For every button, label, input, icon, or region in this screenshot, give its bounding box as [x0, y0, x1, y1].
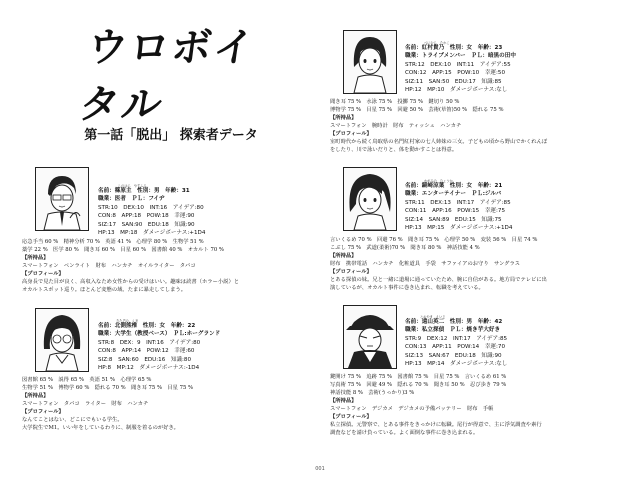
name-line: 名前：鏡崎涼葉 性別：女 年齢：21 [405, 183, 503, 189]
stat-line: HP:8 MP:12 ダメージボーナス:-1D4 [98, 365, 200, 372]
skill-line: 薬学 22 % 医学 80 % 聞き耳 60 % 目星 60 % 図書館 40 % オカルト 70 % [22, 247, 224, 253]
profile-label: 【プロフィール】 [330, 269, 372, 275]
title-logo [76, 24, 259, 128]
skills-kitazono [22, 376, 193, 432]
girl-with-glasses-icon [36, 309, 88, 371]
stat-line: STR:12 DEX:10 INT:11 アイデア:55 [405, 61, 511, 68]
stat-line: CON:11 APP:16 POW:15 幸運:75 [405, 208, 506, 215]
woman-short-hair-icon [344, 31, 396, 93]
name-line: 名前：篠原主 性別：男 年齢：31 [98, 188, 190, 194]
stats-shinohara [98, 187, 205, 237]
name-line: 名前：紅村貴乃 性別：女 年齢：23 [405, 45, 503, 51]
name-line: 名前：北側熊椎 性別：女 年齢：22 [98, 323, 196, 329]
page-number: 001 [315, 466, 325, 472]
stat-line: SIZ:11 SAN:50 EDU:17 知識:85 [405, 78, 502, 85]
skills-toyama [330, 373, 542, 437]
profile-line: 高身長で見た目が良く、高収入なため女性からの受けはいい。趣味は読書（ホラー小説）と [22, 279, 240, 285]
stat-line: HP:13 MP:14 ダメージボーナス:なし [405, 361, 508, 368]
profile-line: 大学院生でM1。いい年をしているわりに、制服を着るのが好き。 [22, 425, 179, 431]
items-label: 【所持品】 [330, 398, 357, 404]
portrait-shinohara [35, 167, 89, 231]
items-label: 【所持品】 [330, 115, 357, 121]
job-line: 職業：エンターテイナー ＰＬ:ジルバ [405, 191, 502, 198]
name-ruby: しのはら やすふみ [118, 184, 147, 188]
stat-line: SIZ:14 SAN:89 EDU:15 知識:75 [405, 216, 502, 223]
skill-line: 応急手当 60 % 精神分析 70 % 英語 41 % 心理学 80 % 生物学 51 % [22, 239, 204, 245]
skill-line: 博物学 75 % 目星 75 % 回避 50 % 芸術(草笛)50 % 隠れる 75 % [330, 107, 504, 113]
skills-benimura [330, 98, 547, 154]
job-line: 職業：私立探偵 ＰＬ：焼き芋大好き [405, 327, 501, 334]
items-text: スマートフォン ペンライト 財布 ハンカチ オイルライター タバコ [22, 263, 196, 269]
stat-line: STR:8 DEX：9 INT:16 アイデア:80 [98, 339, 201, 346]
detective-hat-icon [344, 306, 396, 368]
skills-kagamino [330, 236, 547, 292]
job-line: 職業：トライブメンバー ＰＬ：暗黒の田中 [405, 53, 516, 60]
items-label: 【所持品】 [22, 393, 49, 399]
profile-label: 【プロフィール】 [330, 414, 372, 420]
logo-text: ウロボイタル [76, 24, 259, 128]
skills-shinohara [22, 238, 239, 294]
profile-label: 【プロフィール】 [22, 271, 64, 277]
skill-line: こぶし 75 % 武道(柔術)70 % 聞き耳 80 % 神話技能 4 % [330, 245, 480, 251]
profile-label: 【プロフィール】 [330, 131, 372, 137]
profile-line: 私立探偵。元警察で、とある事件をきっかけに転職。尾行が得意で、主に浮気調査や素行 [330, 422, 542, 428]
name-ruby: かがみの りょうか [424, 179, 453, 183]
skill-line: 神話技能 8 % 芸術(うっかり)3 % [330, 390, 415, 396]
skill-line: 図書館 65 % 説得 65 % 英語 51 % 心理学 65 % [22, 377, 152, 383]
name-ruby: きたぞの くま [116, 319, 139, 323]
stat-line: SIZ:8 SAN:60 EDU:16 知識:80 [98, 356, 192, 363]
profile-line: とある探偵の妹。兄と一緒に道場に通っていたため、腕に自信がある。地方局でテレビに出 [330, 277, 547, 283]
stat-line: CON:12 APP:15 POW:10 幸運:50 [405, 70, 506, 77]
woman-curly-hair-icon [344, 168, 396, 230]
stat-line: HP:13 MP:15 ダメージボーナス:+1D4 [405, 225, 513, 232]
portrait-benimura [343, 30, 397, 94]
items-text: スマートフォン 腕時計 財布 ティッシュ ハンカチ [330, 123, 462, 129]
name-line: 名前：遠山英二 性別：男 年齢：42 [405, 319, 503, 325]
stats-toyama [405, 318, 507, 368]
skill-line: 写真術 75 % 回避 49 % 隠れる 70 % 聞き耳 50 % 忍び歩き 79 % [330, 382, 507, 388]
job-line: 職業：大学生（教授ベース） ＰＬ:ホーグランド [98, 331, 221, 338]
page-title: 第一話「脱出」 探索者データ [84, 128, 258, 143]
stats-kagamino [405, 182, 512, 232]
stats-kitazono [98, 322, 220, 372]
stat-line: CON:8 APP:14 POW:12 幸運:60 [98, 348, 195, 355]
items-text: スマートフォン デジカメ デジカメの予備バッテリー 財布 手帳 [330, 406, 494, 412]
profile-line: をしたり、川で泳いだりと、体を動かすことは得意。 [330, 147, 458, 153]
portrait-kitazono [35, 308, 89, 372]
skill-line: 鍵開け 75 % 追跡 75 % 図書館 75 % 目星 75 % 言いくるめ 61 % [330, 374, 507, 380]
profile-label: 【プロフィール】 [22, 409, 64, 415]
portrait-kagamino [343, 167, 397, 231]
profile-line: 調査などを請け負っている。よく面倒な事件に巻き込まれる。 [330, 430, 479, 436]
job-line: 職業：医者 ＰＬ：フイヂ [98, 196, 165, 203]
profile-line: オカルトスポット巡り。ほとんど変態の域、たまに暴走してしまう。 [22, 287, 186, 293]
stat-line: STR:9 DEX:12 INT:17 アイデア:85 [405, 335, 508, 342]
profile-line: なんてことはない、どこにでもいる学生。 [22, 417, 123, 423]
stat-line: SIZ:17 SAN:90 EDU:18 知識:90 [98, 221, 195, 228]
profile-line: 演しているが、オカルト事件に巻き込まれ、転職を考えている。 [330, 285, 484, 291]
items-label: 【所持品】 [22, 255, 49, 261]
portrait-toyama [343, 305, 397, 369]
items-label: 【所持品】 [330, 253, 357, 259]
stats-benimura [405, 44, 516, 94]
items-text: 財布 携帯電話 ハンカチ 化粧道具 手袋 サファイアのお守り サングラス [330, 261, 520, 267]
stat-line: HP:13 MP:18 ダメージボーナス:+1D4 [98, 230, 206, 237]
stat-line: CON:8 APP:18 POW:18 幸運:90 [98, 213, 195, 220]
skill-line: 生物学 51 % 博物学 60 % 隠れる 70 % 聞き耳 75 % 目星 75 % [22, 385, 194, 391]
name-ruby: とおやま えいじ [420, 315, 446, 319]
stat-line: HP:12 MP:10 ダメージボーナス:なし [405, 87, 508, 94]
man-with-glasses-icon [36, 168, 88, 230]
profile-line: 室町時代から続く鳥取県の名門紅村家の七人姉妹の三女。子どもの頃から野山でかくれんぼ [330, 139, 548, 145]
name-ruby: べにむら たかこ [424, 41, 450, 45]
stat-line: STR:11 DEX:13 INT:17 アイデア:85 [405, 199, 511, 206]
items-text: スマートフォン タバコ ライター 財布 ハンカチ [22, 401, 149, 407]
stat-line: CON:13 APP:11 POW:14 幸運:70 [405, 344, 506, 351]
stat-line: SIZ:13 SAN:67 EDU:18 知識:90 [405, 352, 502, 359]
skill-line: 言いくるめ 70 % 回避 76 % 聞き耳 75 % 心理学 50 % 変装 56 % 目星 74 % [330, 237, 538, 243]
skill-line: 聞き耳 75 % 水泳 75 % 投擲 75 % 鍵切り 50 % [330, 99, 460, 105]
stat-line: STR:10 DEX:10 INT:16 アイデア:80 [98, 204, 204, 211]
